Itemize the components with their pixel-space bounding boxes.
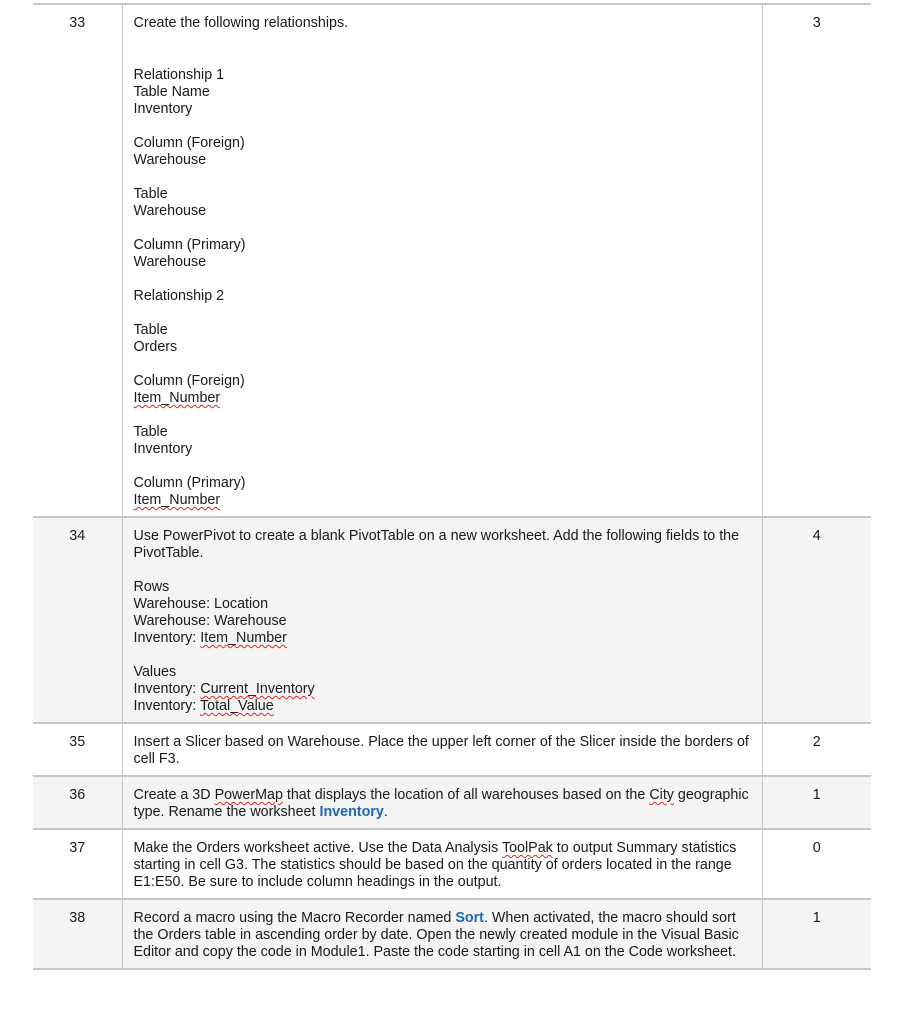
table-row [33, 899, 871, 969]
table-row [33, 4, 871, 517]
step-number: 35 [33, 723, 122, 776]
text-run: Make the Orders worksheet active. Use the Data Analysis [133, 840, 502, 856]
text-run: ToolPak [501, 840, 553, 856]
primary-column-block [134, 237, 750, 271]
text-run: that displays the location of all warehouses based on the [282, 787, 650, 803]
table-block [134, 322, 750, 356]
text-run: to output Summary statistics starting in cell G3. The statistics should be based on the quantity of orders located in the range E1:E50. Be sure to include column headings in the output. [133, 840, 737, 890]
step-intro: Use PowerPivot to create a blank PivotTable on a new worksheet. Add the following fields to the PivotTable. [133, 528, 740, 561]
relationship-title: Relationship 1 [133, 67, 225, 83]
step-text: Insert a Slicer based on Warehouse. Place the upper left corner of the Slicer inside the borders of cell F3. [133, 734, 749, 767]
related-table-label: Table [133, 186, 168, 202]
step-points: 4 [762, 517, 871, 723]
table-row [33, 517, 871, 723]
step-intro: Create the following relationships. [133, 15, 349, 31]
step-number: 36 [33, 776, 122, 829]
text-run: PowerMap [214, 787, 283, 803]
primary-column-label: Column (Primary) [133, 475, 246, 491]
table-row [33, 776, 871, 829]
steps-table [33, 3, 871, 970]
foreign-column-value: Item_Number [133, 390, 221, 406]
foreign-column-value: Warehouse [133, 152, 207, 168]
foreign-column-block [134, 373, 750, 407]
step-points: 2 [762, 723, 871, 776]
text-run: . When activated, the macro should sort the Orders table in ascending order by date. Open the newly created module in the Visual Basic Editor and copy the code in Module1. Paste the code starting in cell A1 on the Code worksheet. [133, 910, 739, 960]
value-field-prefix: Inventory: [133, 681, 201, 697]
step-description [122, 4, 762, 517]
highlighted-name: Inventory [319, 804, 384, 820]
value-field-line [134, 698, 750, 715]
step-description [122, 776, 762, 829]
primary-column-value-line [134, 492, 750, 509]
rows-fields [134, 579, 750, 647]
related-table-value: Warehouse [133, 203, 207, 219]
foreign-column-label: Column (Foreign) [133, 135, 245, 151]
value-field-prefix: Inventory: [133, 698, 200, 714]
value-field-name: Total_Value [200, 698, 274, 714]
value-field-line [134, 681, 750, 698]
primary-column-value: Warehouse [133, 254, 207, 270]
text-run: Record a macro using the Macro Recorder named [133, 910, 456, 926]
row-field-prefix: Inventory: [133, 630, 201, 646]
step-points: 0 [762, 829, 871, 899]
step-number: 33 [33, 4, 122, 517]
text-run: . [383, 804, 388, 820]
table-label: Table Name [133, 84, 210, 100]
step-text [134, 910, 750, 961]
table-row [33, 829, 871, 899]
values-fields [134, 664, 750, 715]
highlighted-name: Sort [455, 910, 484, 926]
step-text [134, 787, 750, 821]
relationship-1 [134, 67, 750, 118]
step-points: 1 [762, 776, 871, 829]
row-field-name: Item_Number [200, 630, 287, 646]
values-heading: Values [133, 664, 177, 680]
step-number: 38 [33, 899, 122, 969]
rows-heading: Rows [133, 579, 170, 595]
step-text [134, 840, 750, 891]
related-table-block [134, 186, 750, 220]
primary-column-label: Column (Primary) [133, 237, 246, 253]
value-field-name: Current_Inventory [200, 681, 315, 697]
step-description [122, 829, 762, 899]
primary-column-value: Item_Number [133, 492, 221, 508]
foreign-column-block [134, 135, 750, 169]
table-row [33, 723, 871, 776]
text-run: City [649, 787, 674, 803]
step-points: 1 [762, 899, 871, 969]
text-run: Create a 3D [133, 787, 215, 803]
foreign-column-label: Column (Foreign) [133, 373, 245, 389]
relationship-title: Relationship 2 [133, 288, 225, 304]
related-table-block [134, 424, 750, 458]
table-label: Table [133, 322, 168, 338]
row-field: Warehouse: Location [133, 596, 269, 612]
table-value: Inventory [133, 101, 193, 117]
foreign-column-value-line [134, 390, 750, 407]
primary-column-block [134, 475, 750, 509]
related-table-label: Table [133, 424, 168, 440]
row-field-line [134, 630, 750, 647]
step-description [122, 723, 762, 776]
step-points: 3 [762, 4, 871, 517]
table-value: Orders [133, 339, 178, 355]
text-run: geographic type. Rename the worksheet [133, 787, 749, 820]
step-description [122, 899, 762, 969]
row-field: Warehouse: Warehouse [133, 613, 287, 629]
relationship-2 [134, 288, 750, 305]
step-description [122, 517, 762, 723]
related-table-value: Inventory [133, 441, 193, 457]
step-number: 34 [33, 517, 122, 723]
step-number: 37 [33, 829, 122, 899]
